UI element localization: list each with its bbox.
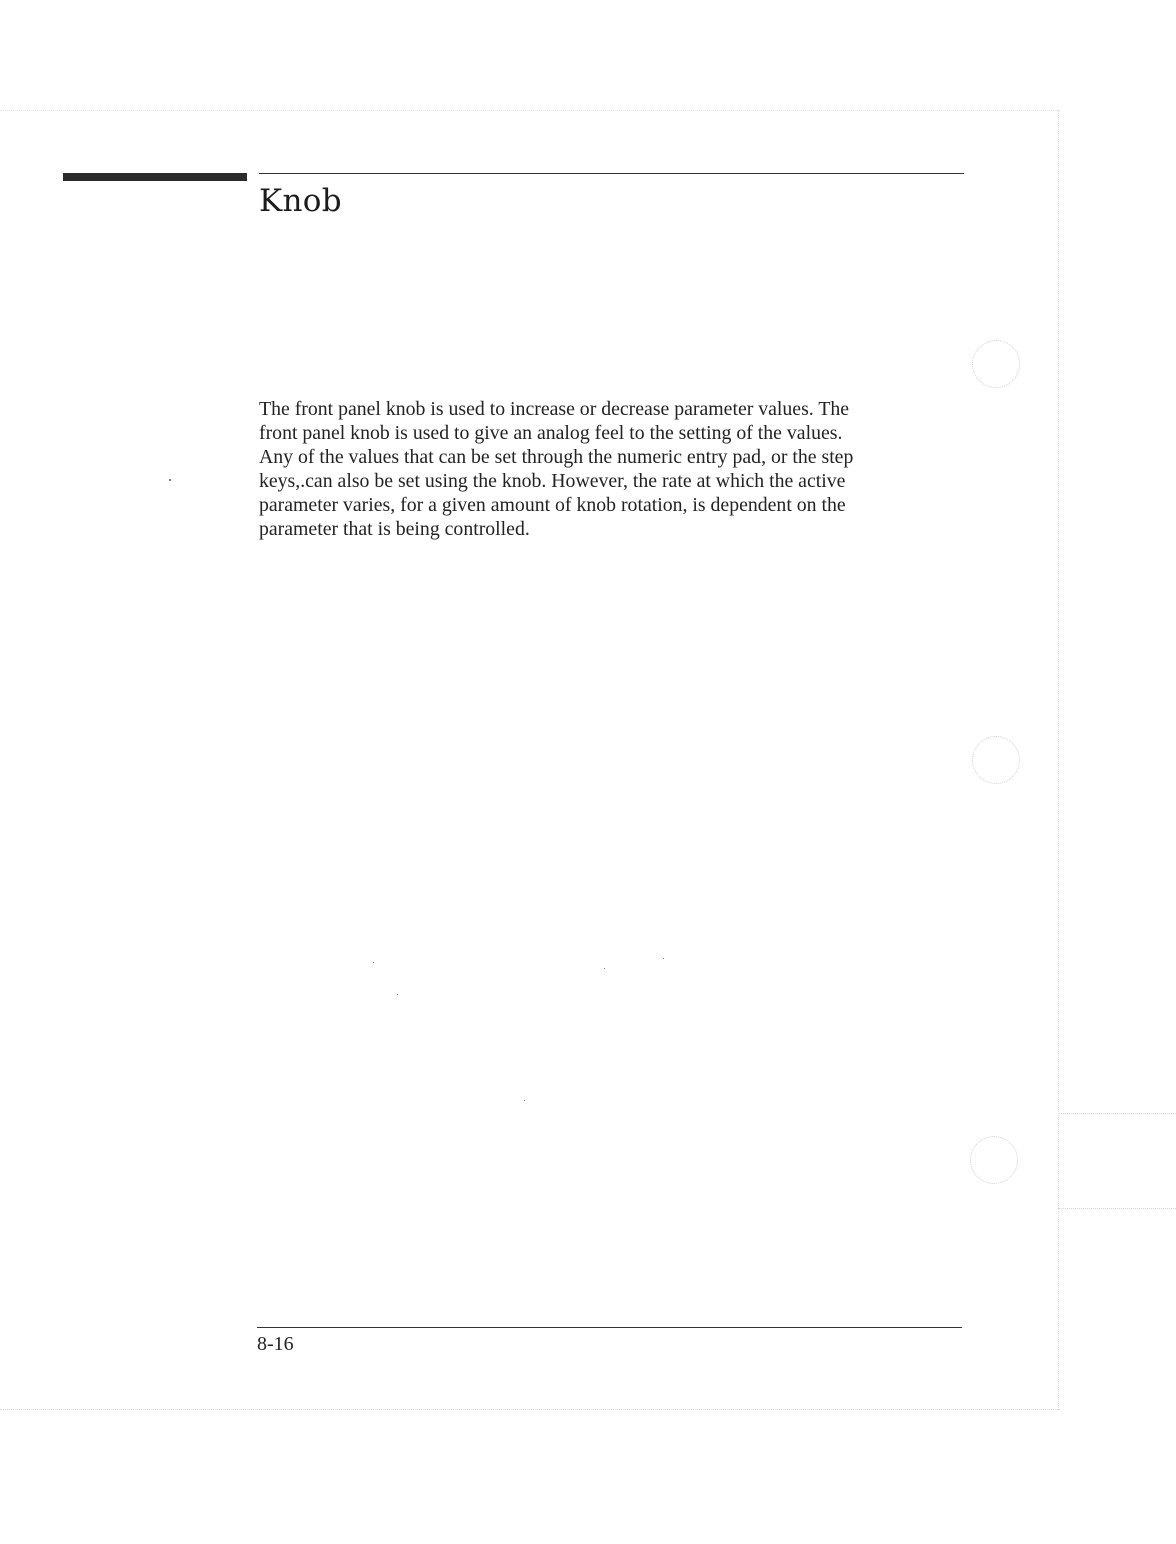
- header-rule: [259, 173, 964, 174]
- binder-hole-top: [972, 340, 1020, 388]
- tab-edge-top: [1058, 1113, 1176, 1114]
- body-paragraph: The front panel knob is used to increase or decrease parameter values. The front panel knob is used to give an analog feel to the setting of the values. Any of the values that can be set through the numeric entry pad, or the step keys,.can also be set using the knob. However, the rate at which the active parameter varies, for a given amount of knob rotation, is dependent on the parameter that is being controlled.: [259, 398, 854, 540]
- scan-speck: [169, 479, 171, 481]
- scan-speck: [524, 1100, 525, 1101]
- page-title: Knob: [259, 183, 342, 219]
- tab-edge-bottom: [1058, 1208, 1176, 1209]
- scan-speck: [373, 962, 374, 963]
- binder-hole-bottom: [970, 1136, 1018, 1184]
- scan-speck: [663, 958, 664, 959]
- footer-rule: [257, 1327, 962, 1328]
- scan-speck: [397, 994, 398, 995]
- page-number: 8-16: [257, 1333, 294, 1355]
- binder-hole-middle: [972, 736, 1020, 784]
- section-header-bar: [63, 173, 247, 181]
- page-edge-right: [1058, 110, 1059, 1410]
- page-edge-bottom: [0, 1409, 1060, 1410]
- page-edge-top: [0, 110, 1060, 111]
- scan-speck: [604, 968, 605, 969]
